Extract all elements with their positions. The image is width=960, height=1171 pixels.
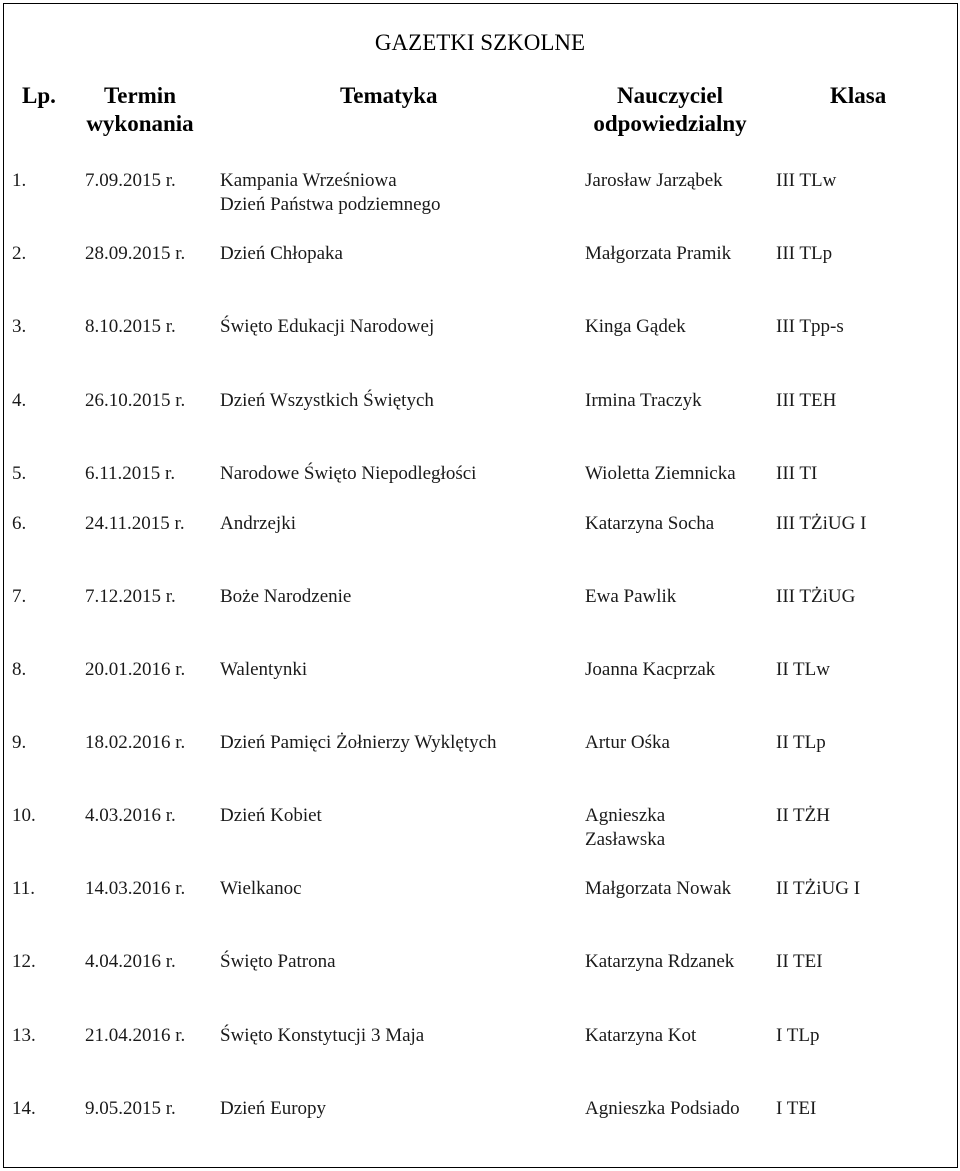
cell-date: 20.01.2016 r. (85, 659, 186, 680)
cell-topic: Walentynki (220, 659, 308, 680)
cell-topic: Kampania Wrześniowa Dzień Państwa podziemnego (220, 170, 441, 215)
cell-topic: Dzień Wszystkich Świętych (220, 390, 434, 411)
cell-class: III TI (776, 463, 818, 484)
cell-teacher: Ewa Pawlik (585, 586, 677, 607)
cell-topic: Boże Narodzenie (220, 586, 352, 607)
cell-class: I TEI (776, 1098, 817, 1119)
cell-topic: Dzień Pamięci Żołnierzy Wyklętych (220, 732, 497, 753)
header-klasa: Klasa (830, 83, 887, 108)
cell-lp: 11. (12, 878, 36, 899)
cell-teacher: Irmina Traczyk (585, 390, 702, 411)
header-nauczyciel: Nauczyciel odpowiedzialny (593, 83, 747, 136)
cell-topic: Andrzejki (220, 513, 296, 534)
document-title: GAZETKI SZKOLNE (374, 30, 586, 55)
cell-class: II TLp (776, 732, 826, 753)
cell-lp: 13. (12, 1025, 36, 1046)
cell-lp: 2. (12, 243, 27, 264)
cell-teacher: Joanna Kacprzak (585, 659, 716, 680)
cell-date: 18.02.2016 r. (85, 732, 186, 753)
cell-teacher: Wioletta Ziemnicka (585, 463, 736, 484)
cell-date: 4.04.2016 r. (85, 951, 176, 972)
cell-date: 4.03.2016 r. (85, 805, 176, 826)
cell-teacher: Katarzyna Rdzanek (585, 951, 735, 972)
cell-date: 8.10.2015 r. (85, 316, 176, 337)
cell-date: 24.11.2015 r. (85, 513, 185, 534)
cell-topic: Święto Edukacji Narodowej (220, 316, 435, 337)
cell-class: III TEH (776, 390, 837, 411)
cell-class: III TŻiUG (776, 586, 856, 607)
cell-lp: 5. (12, 463, 27, 484)
cell-date: 28.09.2015 r. (85, 243, 186, 264)
cell-date: 14.03.2016 r. (85, 878, 186, 899)
cell-teacher: Agnieszka Podsiado (585, 1098, 740, 1119)
cell-topic: Dzień Chłopaka (220, 243, 343, 264)
cell-class: II TLw (776, 659, 830, 680)
cell-class: III TLp (776, 243, 833, 264)
cell-lp: 9. (12, 732, 27, 753)
cell-lp: 10. (12, 805, 36, 826)
cell-teacher: Małgorzata Nowak (585, 878, 732, 899)
header-tematyka: Tematyka (340, 83, 438, 108)
cell-lp: 8. (12, 659, 27, 680)
cell-lp: 7. (12, 586, 27, 607)
cell-lp: 6. (12, 513, 27, 534)
cell-topic: Narodowe Święto Niepodległości (220, 463, 477, 484)
cell-lp: 3. (12, 316, 27, 337)
cell-teacher: Katarzyna Socha (585, 513, 715, 534)
cell-class: I TLp (776, 1025, 820, 1046)
cell-lp: 12. (12, 951, 36, 972)
cell-date: 7.12.2015 r. (85, 586, 176, 607)
cell-lp: 1. (12, 170, 27, 191)
cell-date: 7.09.2015 r. (85, 170, 176, 191)
cell-topic: Święto Patrona (220, 951, 336, 972)
cell-teacher: Kinga Gądek (585, 316, 686, 337)
cell-class: II TŻiUG I (776, 878, 861, 899)
header-termin: Termin wykonania (86, 83, 194, 136)
cell-topic: Dzień Europy (220, 1098, 327, 1119)
cell-class: III Tpp-s (776, 316, 844, 337)
cell-lp: 4. (12, 390, 27, 411)
cell-date: 26.10.2015 r. (85, 390, 186, 411)
cell-topic: Wielkanoc (220, 878, 302, 899)
cell-class: III TŻiUG I (776, 513, 867, 534)
header-lp: Lp. (22, 83, 56, 108)
cell-topic: Dzień Kobiet (220, 805, 322, 826)
cell-teacher: Katarzyna Kot (585, 1025, 697, 1046)
cell-teacher: Jarosław Jarząbek (585, 170, 723, 191)
cell-date: 6.11.2015 r. (85, 463, 176, 484)
cell-teacher: Małgorzata Pramik (585, 243, 732, 264)
cell-lp: 14. (12, 1098, 36, 1119)
cell-teacher: Artur Ośka (585, 732, 670, 753)
cell-class: III TLw (776, 170, 837, 191)
cell-topic: Święto Konstytucji 3 Maja (220, 1025, 425, 1046)
cell-teacher: Agnieszka Zasławska (585, 805, 666, 850)
cell-class: II TŻH (776, 805, 830, 826)
cell-class: II TEI (776, 951, 823, 972)
cell-date: 21.04.2016 r. (85, 1025, 186, 1046)
cell-date: 9.05.2015 r. (85, 1098, 176, 1119)
